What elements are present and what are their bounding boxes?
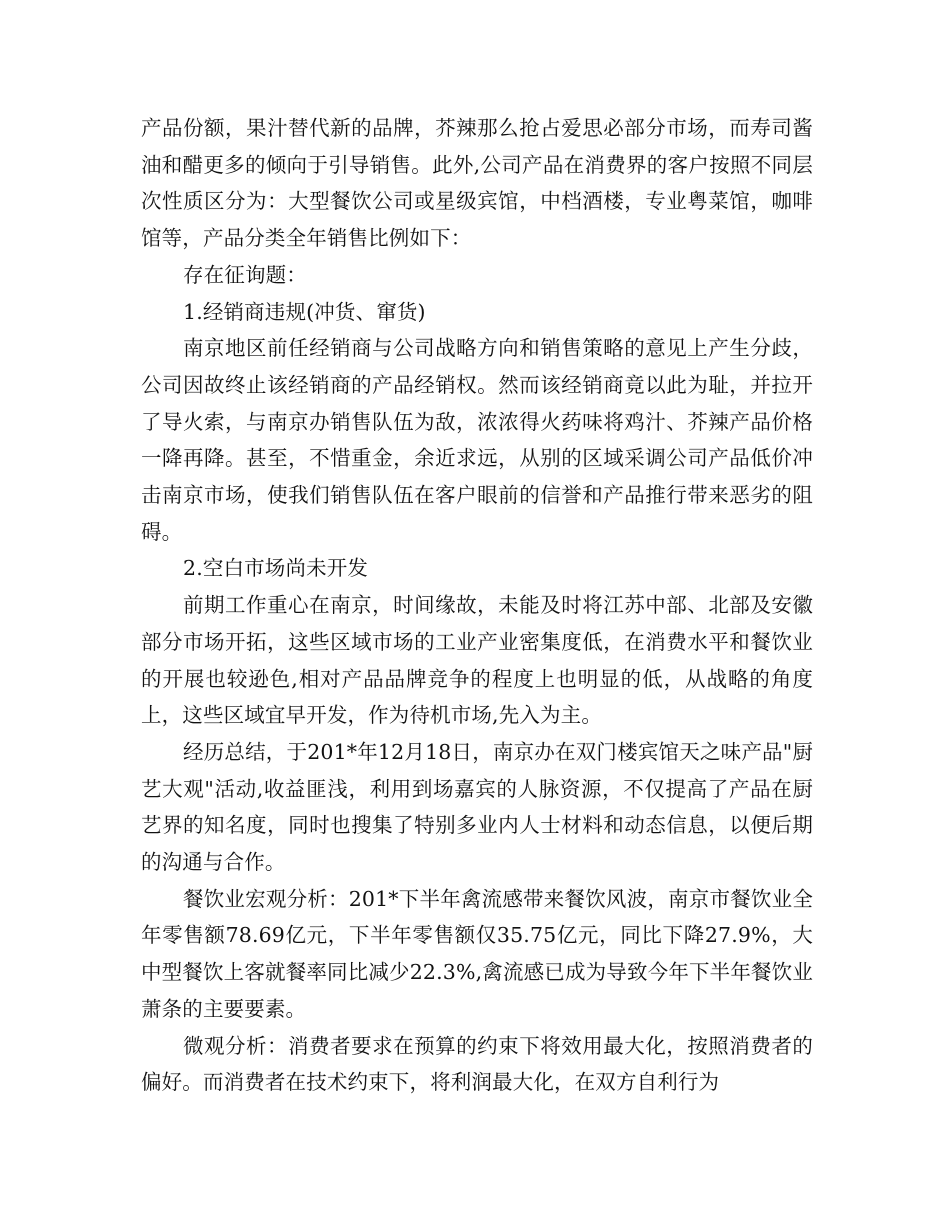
paragraph-product-share: 产品份额，果汁替代新的品牌，芥辣那么抢占爱思必部分市场，而寿司酱油和醋更多的倾向于引导销售。此外,公司产品在消费界的客户按照不同层次性质区分为：大型餐饮公司或星级宾馆，中档酒楼，专业粤菜馆，咖啡馆等，产品分类全年销售比例如下： (141, 116, 813, 251)
paragraph-experience-summary: 经历总结，于201*年12月18日，南京办在双门楼宾馆天之味产品"厨艺大观"活动,收益匪浅，利用到场嘉宾的人脉资源，不仅提高了产品在厨艺界的知名度，同时也搜集了特别多业内人士材料和动态信息，以便后期的沟通与合作。 (141, 739, 813, 875)
paragraph-micro-analysis: 微观分析：消费者要求在预算的约束下将效用最大化，按照消费者的偏好。而消费者在技术约束下，将利润最大化，在双方自利行为 (141, 1033, 813, 1095)
paragraph-macro-analysis: 餐饮业宏观分析：201*下半年禽流感带来餐饮风波，南京市餐饮业全年零售额78.69亿元，下半年零售额仅35.75亿元，同比下降27.9%，大中型餐饮上客就餐率同比减少22.3%,禽流感已成为导致今年下半年餐饮业萧条的主要要素。 (141, 886, 813, 1021)
document-body (141, 110, 813, 1101)
paragraph-dealer-violation-heading: 1.经销商违规(冲货、窜货) (183, 299, 426, 324)
paragraph-dealer-violation: 南京地区前任经销商与公司战略方向和销售策略的意见上产生分歧，公司因故终止该经销商的产品经销权。然而该经销商竟以此为耻，并拉开了导火索，与南京办销售队伍为敌，浓浓得火药味将鸡汁、芥辣产品价格一降再降。甚至，不惜重金，余近求远，从别的区域采调公司产品低价冲击南京市场，使我们销售队伍在客户眼前的信誉和产品推行带来恶劣的阻碍。 (141, 336, 813, 544)
paragraph-issues-heading: 存在征询题： (183, 262, 307, 287)
paragraph-blank-market-heading: 2.空白市场尚未开发 (183, 556, 369, 581)
paragraph-blank-market: 前期工作重心在南京，时间缘故，未能及时将江苏中部、北部及安徽部分市场开拓，这些区域市场的工业产业密集度低，在消费水平和餐饮业的开展也较逊色,相对产品品牌竞争的程度上也明显的低，从战略的角度上，这些区域宜早开发，作为待机市场,先入为主。 (141, 593, 813, 728)
